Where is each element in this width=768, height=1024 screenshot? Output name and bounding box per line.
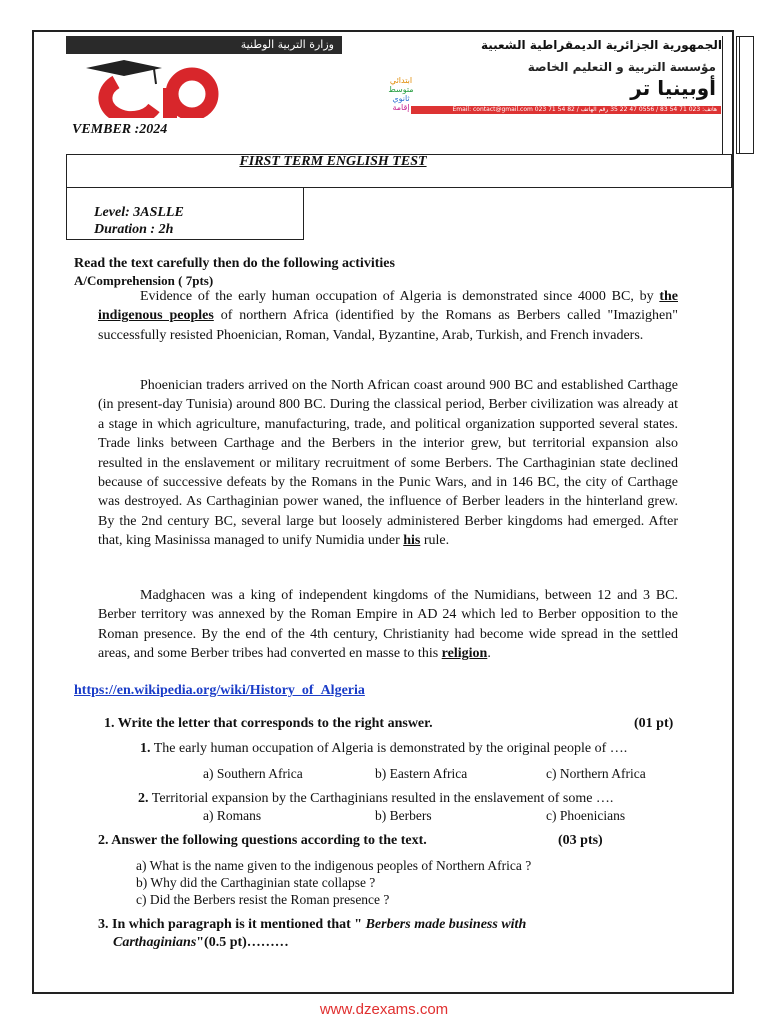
level-primary: ابتدائي (389, 76, 413, 85)
q1-item-2-option-c: c) Phoenicians (546, 808, 626, 823)
instructions: Read the text carefully then do the following activities (74, 256, 395, 271)
side-box-inner (722, 36, 740, 154)
question-1-heading: 1. Write the letter that corresponds to the right answer. (104, 716, 433, 731)
q1-item-2-option-b: b) Berbers (375, 808, 432, 823)
level-residence: إقامة (392, 103, 410, 112)
level-label: Level: 3ASLLE (94, 205, 184, 220)
level-middle: متوسط (388, 85, 414, 94)
question-2-points: (03 pts) (558, 833, 603, 848)
q2-item-c: c) Did the Berbers resist the Roman presence ? (136, 892, 390, 907)
section-a-heading: A/Comprehension ( 7pts) (74, 273, 214, 288)
q1-item-1-option-a: a) Southern Africa (203, 766, 303, 781)
school-name: أوبينيا تر (630, 76, 716, 100)
paragraph-3: Madghacen was a king of independent kingdoms of the Numidians, between 12 and 3 BC. Berber territory was annexed by the Roman Empire in AD 24 which led to Berber opposition to the Roman presence. By the end of the 4th century, Christianity had become wide spread in the settled areas, and some Berber tribes had converted en masse to this religion. (98, 588, 678, 662)
logo-area (66, 58, 722, 118)
q1-item-2: 2. Territorial expansion by the Carthaginians resulted in the enslavement of some …. (138, 791, 614, 806)
q2-item-b: b) Why did the Carthaginian state collapse ? (136, 875, 376, 890)
q1-item-1-option-b: b) Eastern Africa (375, 766, 468, 781)
q1-item-1-option-c: c) Northern Africa (546, 766, 646, 781)
school-header (66, 36, 722, 118)
header-top-band (66, 36, 722, 56)
underlined-his: his (403, 533, 421, 549)
q2-item-a: a) What is the name given to the indigenous peoples of Northern Africa ? (136, 858, 532, 873)
school-logo-icon (66, 58, 366, 118)
source-link[interactable]: https://en.wikipedia.org/wiki/History_of_Algeria (74, 683, 365, 698)
q1-item-2-option-a: a) Romans (203, 808, 262, 823)
institution-name: مؤسسة التربية و التعليم الخاصة (527, 60, 716, 74)
level-secondary: ثانوي (392, 94, 410, 103)
footer-website[interactable]: www.dzexams.com (319, 1001, 449, 1018)
underlined-indigenous-peoples: the indigenous peoples (98, 289, 678, 324)
question-2-heading: 2. Answer the following questions according to the text. (98, 833, 427, 848)
q1-item-1: 1. The early human occupation of Algeria is demonstrated by the original people of …. (140, 741, 628, 756)
test-date: VEMBER :2024 (72, 122, 168, 137)
test-title: FIRST TERM ENGLISH TEST (239, 154, 427, 169)
question-3-heading-line-2: Carthaginians"(0.5 pt)……… (113, 935, 289, 950)
underlined-religion: religion (441, 646, 488, 662)
ministry-name: وزارة التربية الوطنية (66, 36, 342, 54)
question-1-points: (01 pt) (634, 716, 674, 731)
paragraph-2: Phoenician traders arrived on the North African coast around 900 BC and established Carthage (in present-day Tunisia) around 800 BC. During the classical period, Berber civilization was already at a stage in which agriculture, manufacturing, trade, and political organization supported several states. Trade links between Carthage and the Berbers in the interior grew, but territorial expansion also resulted in the enslavement or military recruitment of some Berbers. The Carthaginian state declined because of successive defeats by the Romans in the Punic Wars, and in 146 BC, the city of Carthage was destroyed. As Carthaginian power waned, the influence of Berber leaders in the hinterland grew. By the 2nd century BC, several large but loosely administered Berber kingdoms had emerged. After that, king Masinissa managed to unify Numidia under his rule. (98, 378, 678, 549)
duration-label: Duration : 2h (94, 222, 174, 237)
republic-name: الجمهورية الجزائرية الديمقراطية الشعبية (480, 38, 722, 52)
paragraph-1: Evidence of the early human occupation of Algeria is demonstrated since 4000 BC, by the indigenous peoples of northern Africa (identified by the Romans as Berbers called "Imazighen" successfully resisted Phoenician, Roman, Vandal, Byzantine, Arab, Turkish, and French invaders. (98, 289, 678, 343)
question-3-heading: 3. In which paragraph is it mentioned that " Berbers made business with (98, 917, 527, 932)
contact-strip: Email: contact@gmail.com 023 71 54 82 / هاتف: 023 71 54 83 / 0556 47 22 35 رقم الهاتف (411, 106, 721, 114)
